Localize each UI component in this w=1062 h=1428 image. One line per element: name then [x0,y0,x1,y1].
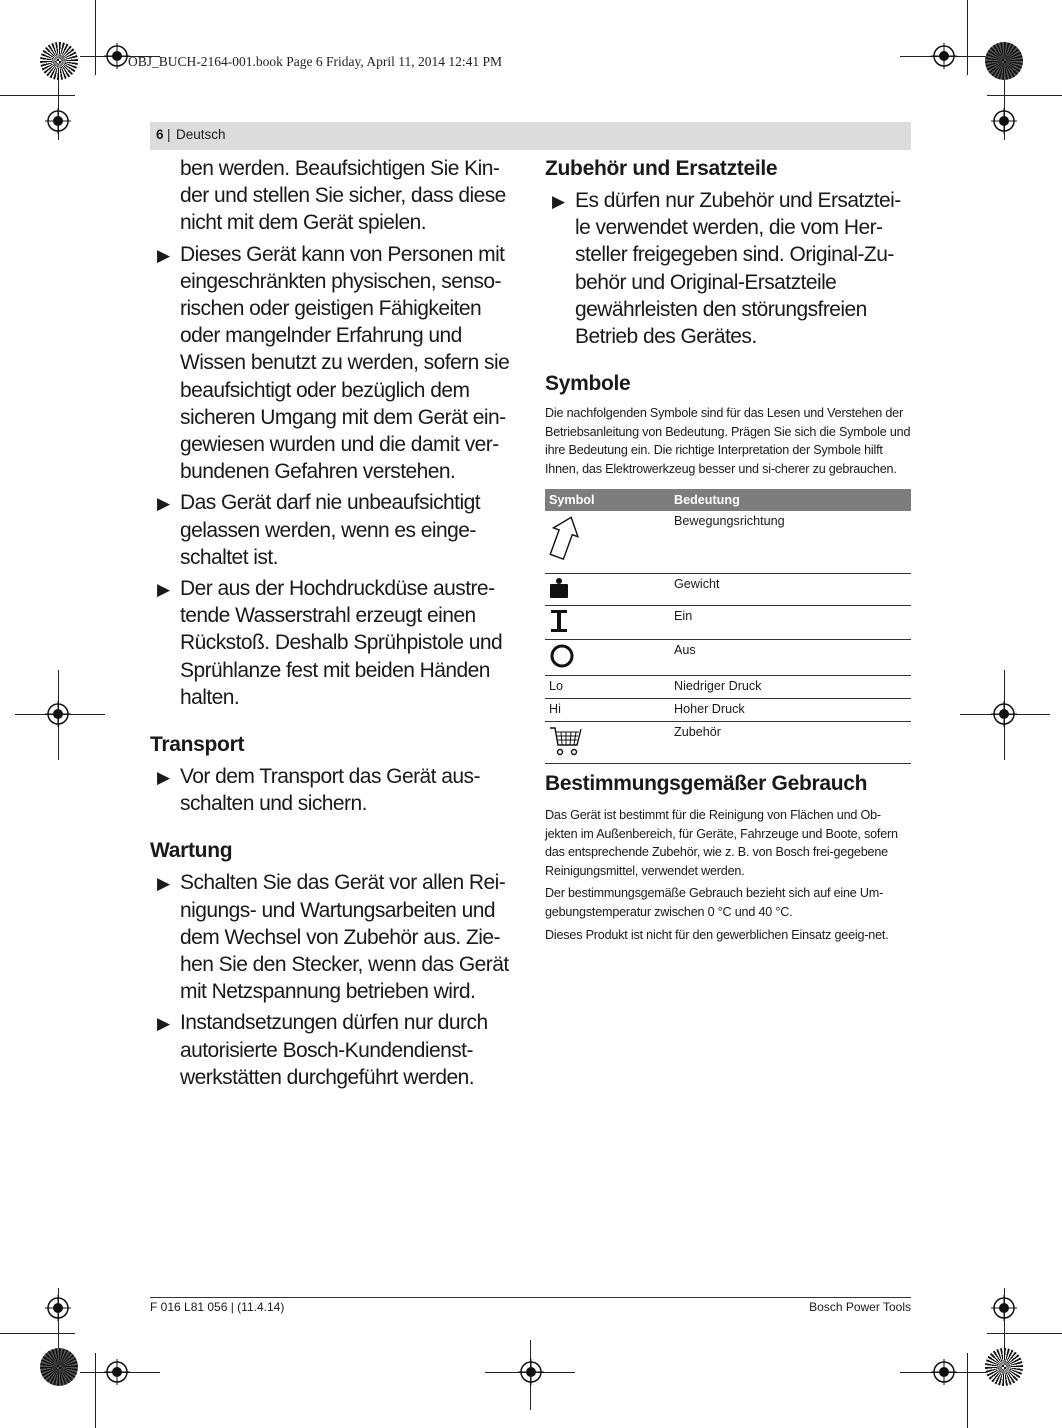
gebrauch-paragraph: Dieses Produkt ist nicht für den gewerblichen Einsatz geeig-net. [545,927,889,942]
registration-mark-icon [931,1359,957,1385]
list-item [545,187,911,350]
footer-document-number: F 016 L81 056 | (11.4.14) [150,1300,285,1314]
table-row [545,722,911,764]
symbol-cell [545,722,670,764]
registration-mark-icon [45,108,71,134]
registration-mark-icon [104,43,130,69]
section-heading-zubehoer: Zubehör und Ersatzteile [545,157,778,180]
table-row [545,511,911,574]
list-item [150,763,518,817]
meaning-cell: Bewegungsrichtung [670,511,911,574]
bullet-triangle-icon: ▶ [157,580,170,600]
registration-mark-icon [991,108,1017,134]
meaning-cell: Hoher Druck [670,699,911,722]
table-header-symbol: Symbol [545,489,670,511]
registration-mark-icon [45,1295,71,1321]
list-item-text: Schalten Sie das Gerät vor allen Rei-nigungs- und Wartungsarbeiten und dem Wechsel von Zubehör aus. Zie-hen Sie den Stecker, wenn das Gerät mit Netzspannung betrieben wird. [180,871,509,1004]
list-item-text: Dieses Gerät kann von Personen mit eingeschränkten physischen, senso-rischen oder geistigen Fähigkeiten oder mangelnder Erfahrung und Wissen benutzt zu werden, sofern sie beaufsichtigt oder bezüglich dem sicheren Umgang mit dem Gerät ein-gewiesen wurden und die damit ver-bundenen Gefahren verstehen. [180,242,510,484]
table-header-meaning: Bedeutung [670,489,911,511]
star-target-icon [40,42,78,80]
list-item [150,869,518,1005]
bullet-triangle-icon: ▶ [157,768,170,788]
table-row [545,606,911,640]
list-item-text: Das Gerät darf nie unbeaufsichtigt gelassen werden, wenn es einge-schaltet ist. [180,491,480,569]
registration-mark-icon [45,701,71,727]
registration-mark-icon [104,1359,130,1385]
footer-rule [150,1297,911,1298]
gebrauch-paragraph: Das Gerät ist bestimmt für die Reinigung von Flächen und Ob-jekten im Außenbereich, für Geräte, Fahrzeuge und Boote, sofern das entsprechende Zubehör, wie z. B. von Bosch frei-gegebene Reinigungsmittel, verwendet werden. [545,808,898,878]
registration-mark-icon [931,43,957,69]
page-number: 6 [156,127,164,142]
table-row [545,699,911,722]
list-item [150,489,518,571]
meaning-cell: Niedriger Druck [670,676,911,699]
table-row [545,640,911,676]
section-heading-symbole: Symbole [545,372,631,396]
symbol-cell: Lo [545,676,670,699]
bullet-triangle-icon: ▶ [552,192,565,211]
meaning-cell: Ein [670,606,911,640]
symbol-cell [545,574,670,606]
footer-brand: Bosch Power Tools [809,1300,911,1314]
star-target-icon [985,1348,1023,1386]
symbol-cell [545,511,670,574]
table-row [545,676,911,699]
meaning-cell: Zubehör [670,722,911,764]
bullet-triangle-icon: ▶ [157,1014,170,1034]
bullet-triangle-icon: ▶ [157,245,170,265]
star-target-icon [985,42,1023,80]
symbol-cell [545,640,670,676]
shopping-cart-icon [549,725,583,757]
list-item [150,575,518,711]
section-heading-wartung: Wartung [150,839,233,863]
bullet-triangle-icon: ▶ [157,494,170,514]
list-item [150,1009,518,1091]
header-language: Deutsch [176,127,226,142]
registration-mark-icon [991,1295,1017,1321]
continuation-paragraph: ben werden. Beaufsichtigen Sie Kin-der und stellen Sie sicher, dass diese nicht mit dem Gerät spielen. [180,157,506,235]
weight-icon [549,577,569,599]
bullet-triangle-icon: ▶ [157,874,170,894]
registration-mark-icon [991,701,1017,727]
power-on-icon [549,609,569,633]
list-item [150,241,518,486]
meaning-cell: Aus [670,640,911,676]
print-info: OBJ_BUCH-2164-001.book Page 6 Friday, April 11, 2014 12:41 PM [128,54,503,69]
left-column [150,155,518,1091]
gebrauch-paragraph: Der bestimmungsgemäße Gebrauch bezieht sich auf eine Um-gebungstemperatur zwischen 0 °C und 40 °C. [545,886,884,920]
section-heading-transport: Transport [150,733,245,757]
star-target-icon [40,1348,78,1386]
list-item-text: Der aus der Hochdruckdüse austre-tende Wasserstrahl erzeugt einen Rückstoß. Deshalb Sprühpistole und Sprühlanze fest mit beiden Händen halten. [180,577,503,709]
power-off-icon [549,643,575,669]
list-item-text: Es dürfen nur Zubehör und Ersatztei-le verwendet werden, die vom Her-steller freigegeben sind. Original-Zu-behör und Original-Ersatzteile gewährleisten den störungsfreien Betrieb des Gerätes. [575,189,901,349]
page-header [150,122,911,150]
section-heading-gebrauch: Bestimmungsgemäßer Gebrauch [545,772,868,796]
direction-arrow-icon [549,514,579,560]
symbol-cell: Hi [545,699,670,722]
symbol-cell [545,606,670,640]
meaning-cell: Gewicht [670,574,911,606]
symbole-intro: Die nachfolgenden Symbole sind für das Lesen und Verstehen der Betriebsanleitung von Bedeutung. Prägen Sie sich die Symbole und ihre Bedeutung ein. Die richtige Interpretation der Symbole hilft Ihnen, das Elektrowerkzeug besser und si-cherer zu gebrauchen. [545,406,911,476]
right-column [545,155,911,944]
list-item-text: Vor dem Transport das Gerät aus-schalten und sichern. [180,765,480,816]
registration-mark-icon [518,1359,544,1385]
header-separator: | [167,127,171,142]
list-item-text: Instandsetzungen dürfen nur durch autorisierte Bosch-Kundendienst-werkstätten durchgeführt werden. [180,1011,488,1089]
table-row [545,574,911,606]
symbol-table [545,489,911,765]
